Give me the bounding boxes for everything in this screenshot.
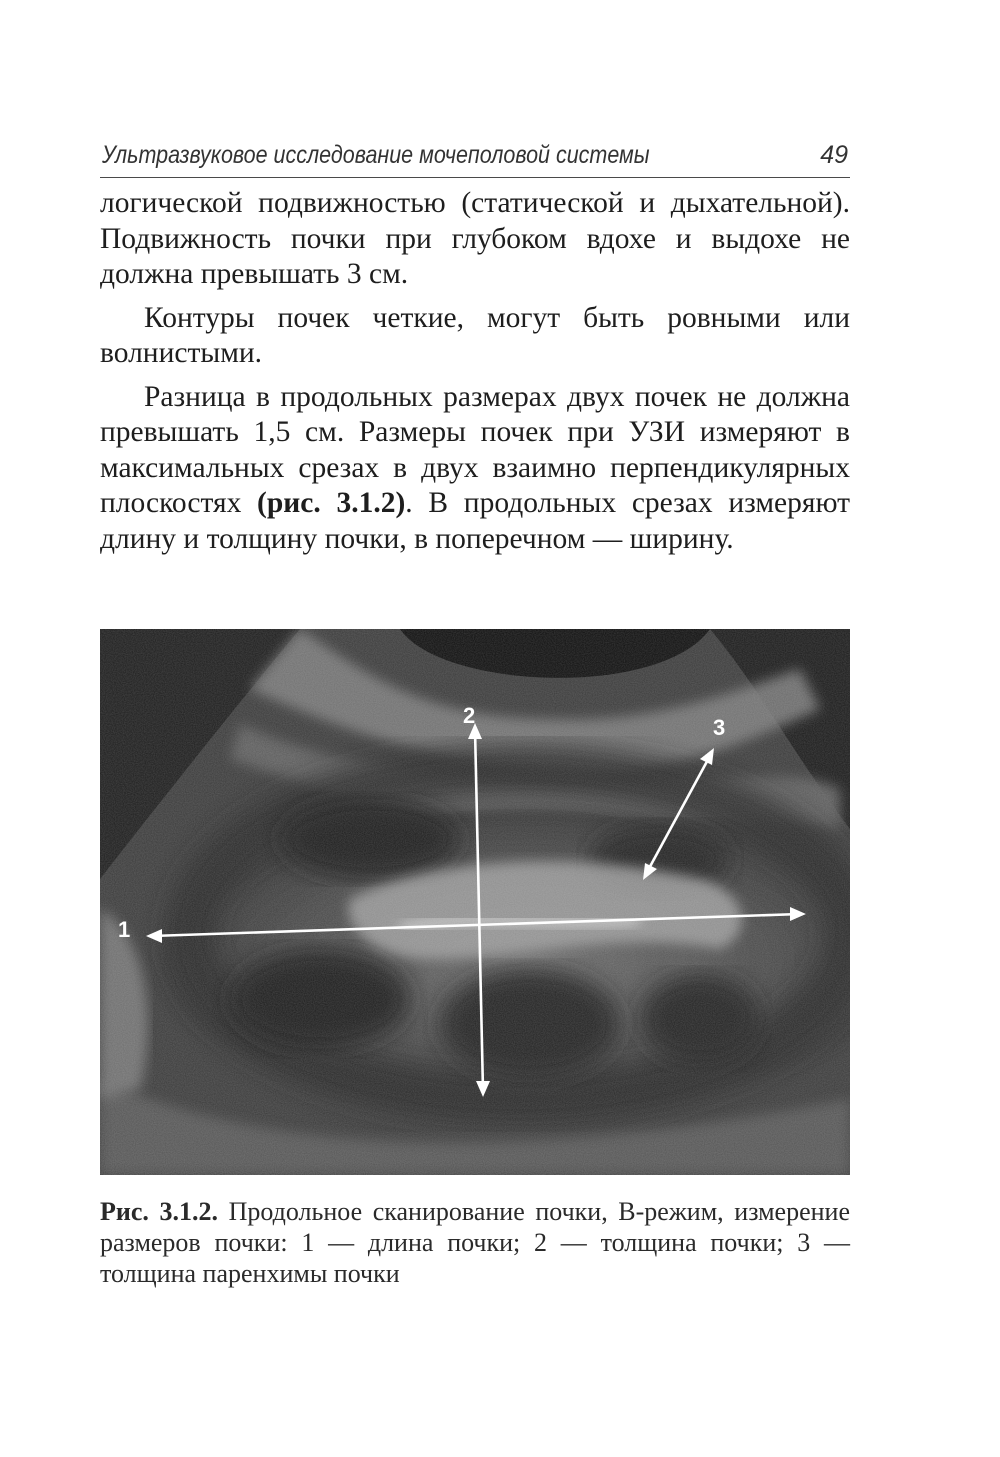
paragraph-3-text-b: . В продольных срезах измеряют длину и толщину почки, в поперечном — ширину. bbox=[100, 487, 850, 555]
paragraph-3 bbox=[100, 380, 850, 558]
body-text bbox=[100, 186, 850, 565]
header-title: Ультразвуковое исследование мочеполовой системы bbox=[102, 141, 650, 169]
label-1: 1 bbox=[118, 917, 131, 942]
paragraph-2 bbox=[100, 301, 850, 372]
label-3: 3 bbox=[713, 715, 726, 740]
caption-label: Рис. 3.1.2. bbox=[100, 1197, 219, 1226]
running-header bbox=[100, 137, 850, 178]
ultrasound-image bbox=[100, 629, 850, 1175]
caption-text: Продольное сканирование почки, B-режим, измерение размеров почки: 1 — длина почки; 2 — толщина почки; 3 — толщина паренхимы почки bbox=[100, 1197, 850, 1288]
label-2: 2 bbox=[463, 703, 476, 728]
paragraph-1 bbox=[100, 186, 850, 293]
paragraph-3-text-a: Разница в продольных размерах двух почек не должна превышать 1,5 см. Размеры почек при УЗИ измеряют в максимальных срезах в двух взаимно перпендикулярных плоскостях bbox=[100, 380, 850, 519]
paragraph-2-text: Контуры почек четкие, могут быть ровными или волнистыми. bbox=[100, 301, 850, 369]
figure-caption bbox=[100, 1196, 850, 1289]
figure-reference: (рис. 3.1.2) bbox=[257, 487, 406, 519]
paragraph-1-text: логической подвижностью (статической и дыхательной). Подвижность почки при глубоком вдохе и выдохе не должна превышать 3 см. bbox=[100, 187, 850, 290]
page-number: 49 bbox=[820, 141, 848, 169]
ultrasound-figure bbox=[100, 629, 850, 1175]
